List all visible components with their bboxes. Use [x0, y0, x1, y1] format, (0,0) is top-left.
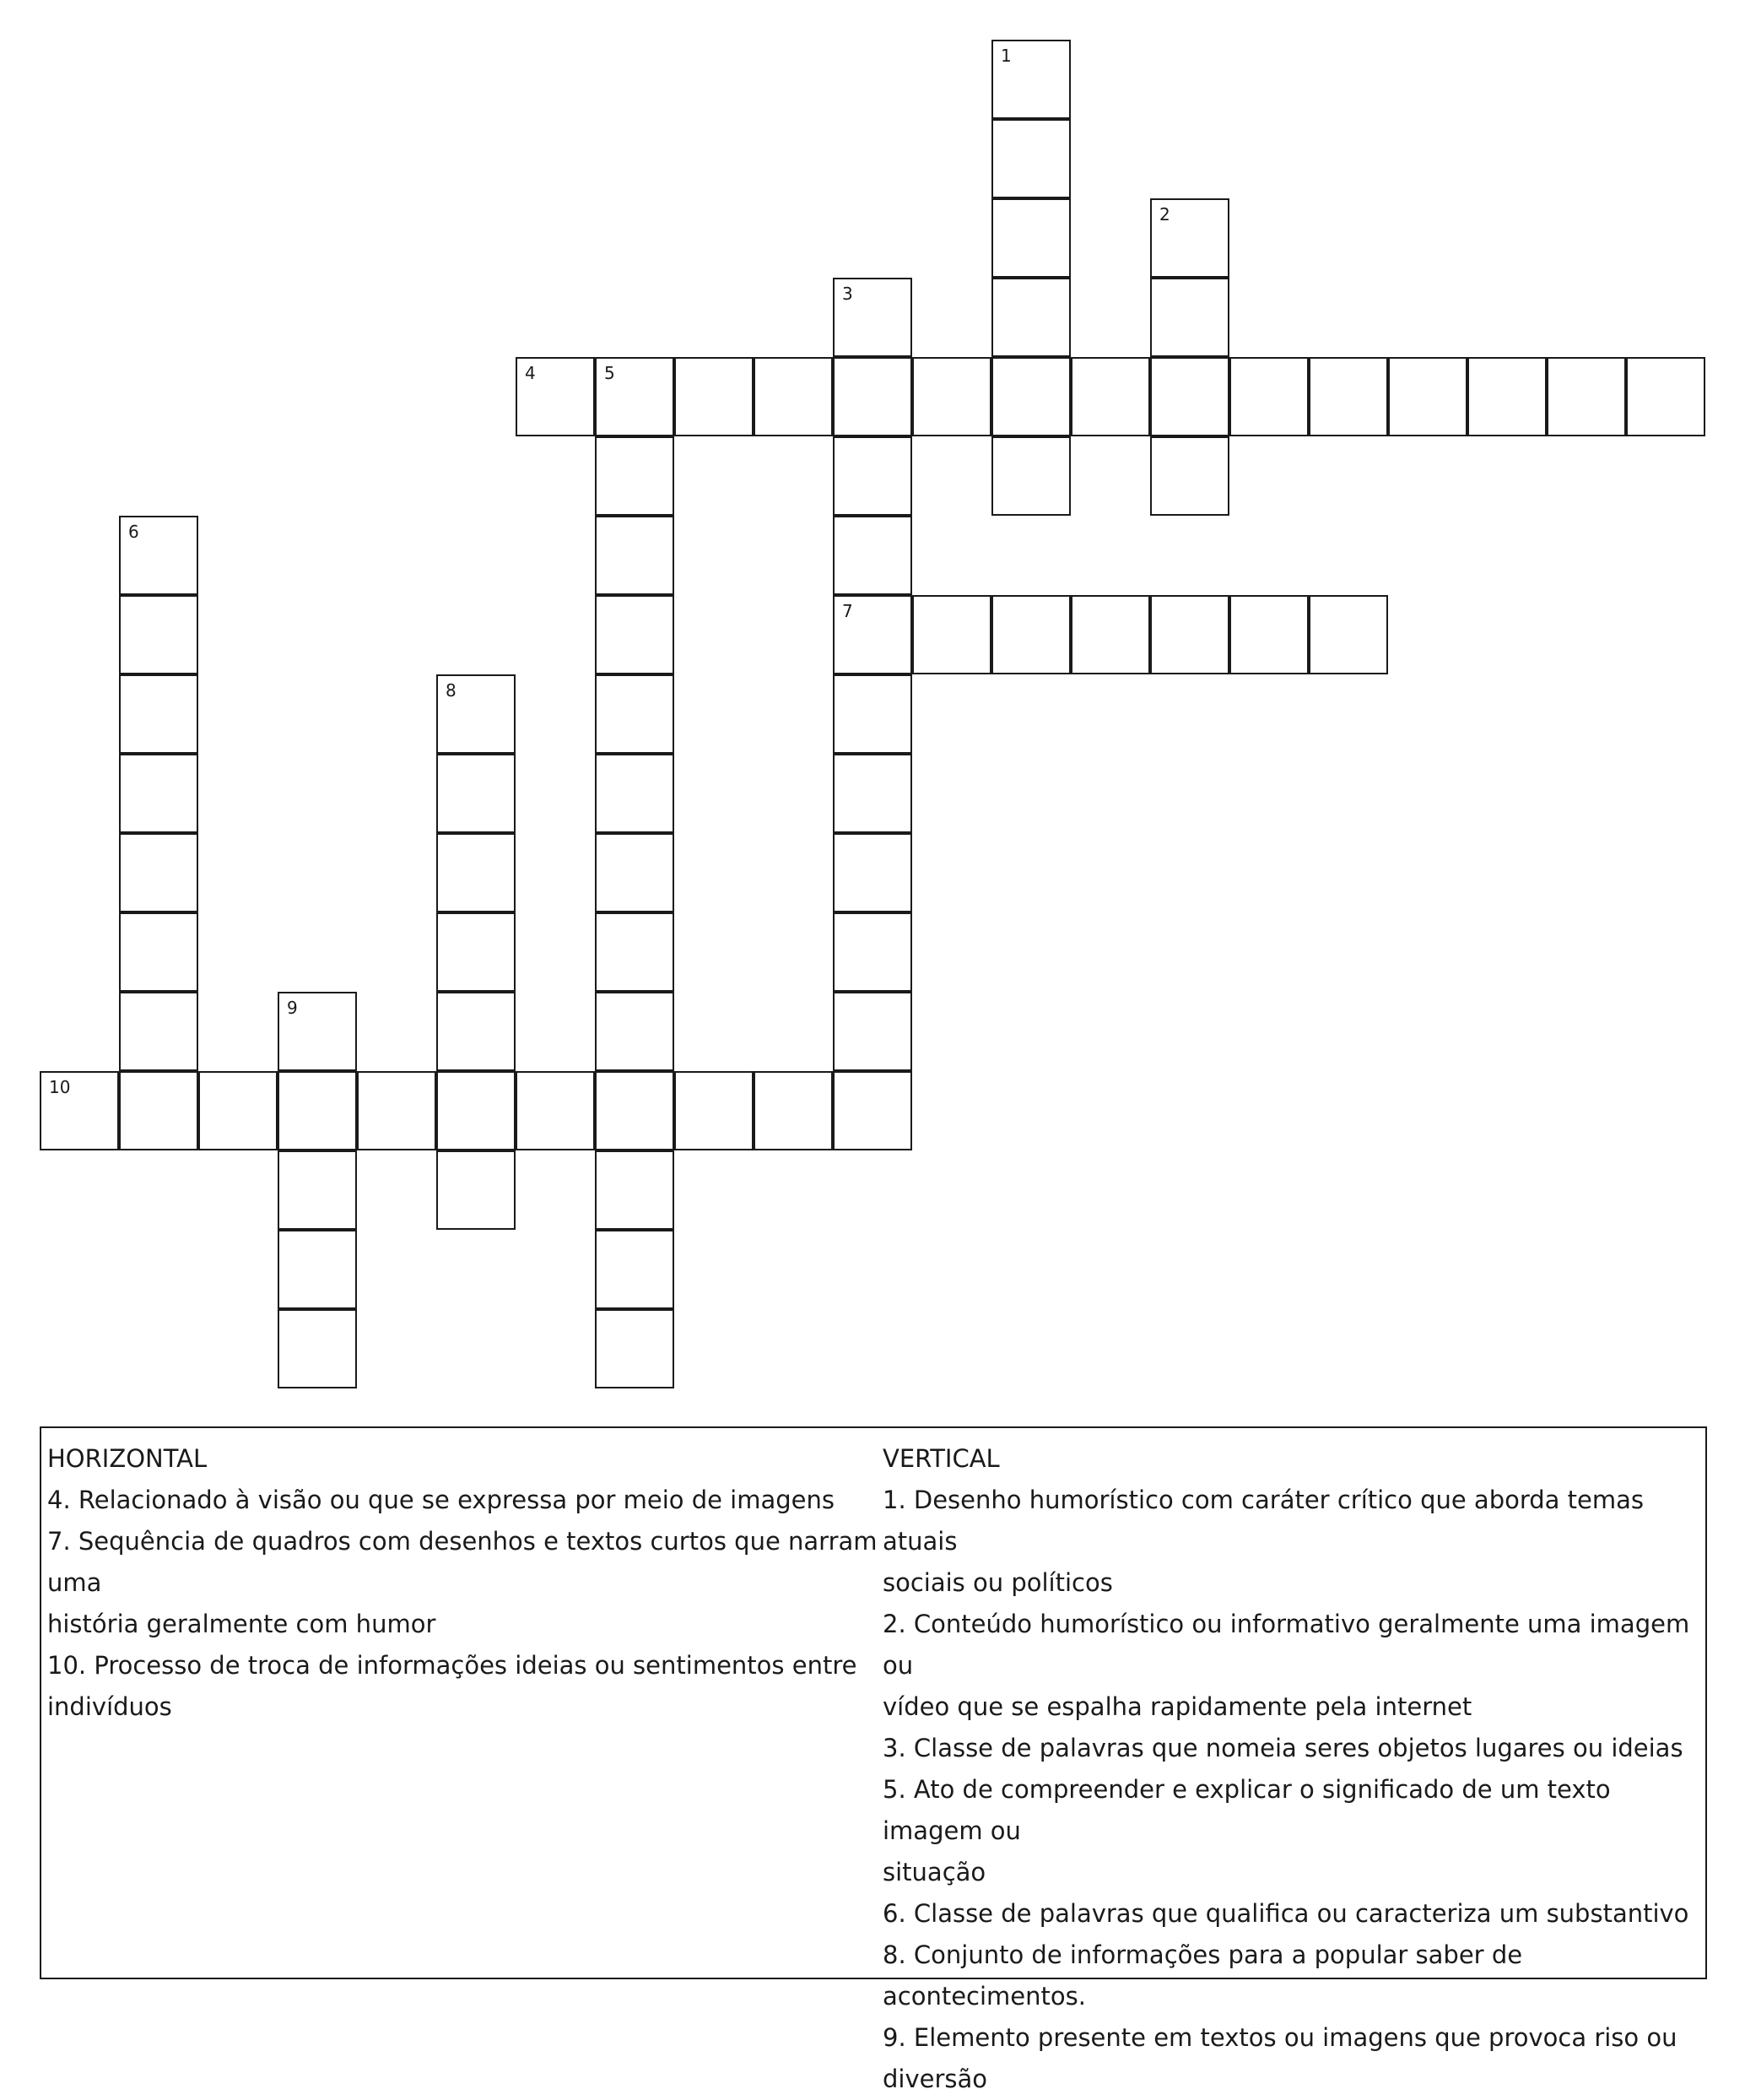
clue-h-10-line2: indivíduos — [47, 1692, 172, 1721]
grid-cell[interactable] — [278, 1071, 357, 1150]
grid-cell[interactable] — [119, 674, 198, 754]
grid-cell[interactable] — [436, 992, 516, 1071]
vertical-clues-title: VERTICAL — [883, 1444, 1000, 1473]
grid-cell[interactable] — [119, 833, 198, 912]
grid-cell[interactable] — [1626, 357, 1705, 436]
grid-cell[interactable] — [436, 1071, 516, 1150]
grid-cell[interactable] — [595, 1150, 674, 1230]
grid-cell[interactable] — [595, 1230, 674, 1309]
grid-cell[interactable] — [754, 1071, 833, 1150]
grid-cell[interactable] — [1150, 595, 1229, 674]
grid-cell[interactable] — [833, 357, 912, 436]
grid-cell[interactable] — [436, 754, 516, 833]
grid-cell[interactable] — [595, 516, 674, 595]
clue-h-7-line2: história geralmente com humor — [47, 1610, 436, 1638]
clue-v-9-line1: 9. Elemento presente em textos ou imagens que provoca riso ou — [883, 2023, 1677, 2052]
clue-number: 9 — [287, 998, 298, 1018]
clue-number: 2 — [1159, 204, 1170, 225]
grid-cell[interactable] — [991, 198, 1071, 278]
clue-v-8-line1: 8. Conjunto de informações para a popular saber de acontecimentos. — [883, 1940, 1523, 2011]
grid-cell[interactable] — [833, 278, 912, 357]
grid-cell[interactable] — [119, 516, 198, 595]
grid-cell[interactable] — [1229, 357, 1309, 436]
grid-cell[interactable] — [119, 912, 198, 992]
grid-cell[interactable] — [278, 992, 357, 1071]
grid-cell[interactable] — [119, 1071, 198, 1150]
grid-cell[interactable] — [991, 119, 1071, 198]
grid-cell[interactable] — [912, 595, 991, 674]
grid-cell[interactable] — [436, 674, 516, 754]
grid-cell[interactable] — [516, 357, 595, 436]
grid-cell[interactable] — [595, 1071, 674, 1150]
clue-number: 7 — [842, 601, 853, 621]
grid-cell[interactable] — [278, 1150, 357, 1230]
grid-cell[interactable] — [436, 912, 516, 992]
clue-number: 3 — [842, 284, 853, 304]
clue-v-6-line1: 6. Classe de palavras que qualifica ou caracteriza um substantivo — [883, 1899, 1689, 1928]
grid-cell[interactable] — [674, 1071, 754, 1150]
grid-cell[interactable] — [516, 1071, 595, 1150]
grid-cell[interactable] — [833, 516, 912, 595]
grid-cell[interactable] — [754, 357, 833, 436]
grid-cell[interactable] — [912, 357, 991, 436]
grid-cell[interactable] — [1388, 357, 1467, 436]
grid-cell[interactable] — [40, 1071, 119, 1150]
clue-v-9-line2: diversão — [883, 2065, 988, 2093]
grid-cell[interactable] — [119, 595, 198, 674]
grid-cell[interactable] — [278, 1309, 357, 1388]
horizontal-clues — [47, 1438, 883, 1728]
horizontal-clues-title: HORIZONTAL — [47, 1444, 208, 1473]
grid-cell[interactable] — [595, 992, 674, 1071]
clue-number: 8 — [446, 680, 457, 701]
grid-cell[interactable] — [991, 40, 1071, 119]
clue-number: 4 — [525, 363, 536, 383]
grid-cell[interactable] — [833, 912, 912, 992]
grid-cell[interactable] — [833, 674, 912, 754]
clue-v-2-line2: vídeo que se espalha rapidamente pela internet — [883, 1692, 1472, 1721]
grid-cell[interactable] — [991, 595, 1071, 674]
grid-cell[interactable] — [595, 754, 674, 833]
clues-panel — [40, 1426, 1707, 2093]
grid-cell[interactable] — [357, 1071, 436, 1150]
grid-cell[interactable] — [991, 278, 1071, 357]
grid-cell[interactable] — [1071, 595, 1150, 674]
grid-cell[interactable] — [833, 992, 912, 1071]
clue-number: 1 — [1001, 46, 1012, 66]
grid-cell[interactable] — [436, 1150, 516, 1230]
grid-cell[interactable] — [833, 1071, 912, 1150]
grid-cell[interactable] — [1229, 595, 1309, 674]
grid-cell[interactable] — [833, 436, 912, 516]
clue-v-5-line2: situação — [883, 1858, 986, 1886]
grid-cell[interactable] — [595, 674, 674, 754]
grid-cell[interactable] — [595, 1309, 674, 1388]
grid-cell[interactable] — [1150, 198, 1229, 278]
vertical-clues — [883, 1438, 1693, 2100]
grid-cell[interactable] — [833, 754, 912, 833]
grid-cell[interactable] — [278, 1230, 357, 1309]
grid-cell[interactable] — [595, 912, 674, 992]
clue-v-3-line1: 3. Classe de palavras que nomeia seres objetos lugares ou ideias — [883, 1734, 1683, 1762]
grid-cell[interactable] — [1071, 357, 1150, 436]
grid-cell[interactable] — [1150, 436, 1229, 516]
grid-cell[interactable] — [1467, 357, 1547, 436]
grid-cell[interactable] — [595, 357, 674, 436]
grid-cell[interactable] — [595, 833, 674, 912]
clue-v-5-line1: 5. Ato de compreender e explicar o significado de um texto imagem ou — [883, 1775, 1611, 1845]
grid-cell[interactable] — [198, 1071, 278, 1150]
grid-cell[interactable] — [1150, 357, 1229, 436]
grid-cell[interactable] — [119, 992, 198, 1071]
grid-cell[interactable] — [991, 357, 1071, 436]
clue-v-1-line1: 1. Desenho humorístico com caráter crítico que aborda temas atuais — [883, 1486, 1645, 1556]
grid-cell[interactable] — [674, 357, 754, 436]
clue-h-7-line1: 7. Sequência de quadros com desenhos e textos curtos que narram uma — [47, 1527, 878, 1597]
grid-cell[interactable] — [833, 833, 912, 912]
clue-h-4-line1: 4. Relacionado à visão ou que se expressa por meio de imagens — [47, 1486, 835, 1514]
grid-cell[interactable] — [595, 436, 674, 516]
grid-cell[interactable] — [1150, 278, 1229, 357]
clue-number: 10 — [49, 1077, 71, 1097]
grid-cell[interactable] — [1309, 595, 1388, 674]
grid-cell[interactable] — [991, 436, 1071, 516]
grid-cell[interactable] — [436, 833, 516, 912]
grid-cell[interactable] — [1309, 357, 1388, 436]
grid-cell[interactable] — [595, 595, 674, 674]
clue-h-10-line1: 10. Processo de troca de informações ideias ou sentimentos entre — [47, 1651, 857, 1680]
grid-cell[interactable] — [119, 754, 198, 833]
clue-number: 5 — [604, 363, 615, 383]
grid-cell[interactable] — [1547, 357, 1626, 436]
clue-v-2-line1: 2. Conteúdo humorístico ou informativo geralmente uma imagem ou — [883, 1610, 1690, 1680]
clue-number: 6 — [128, 522, 139, 542]
grid-cell[interactable] — [833, 595, 912, 674]
clue-v-1-line2: sociais ou políticos — [883, 1568, 1113, 1597]
